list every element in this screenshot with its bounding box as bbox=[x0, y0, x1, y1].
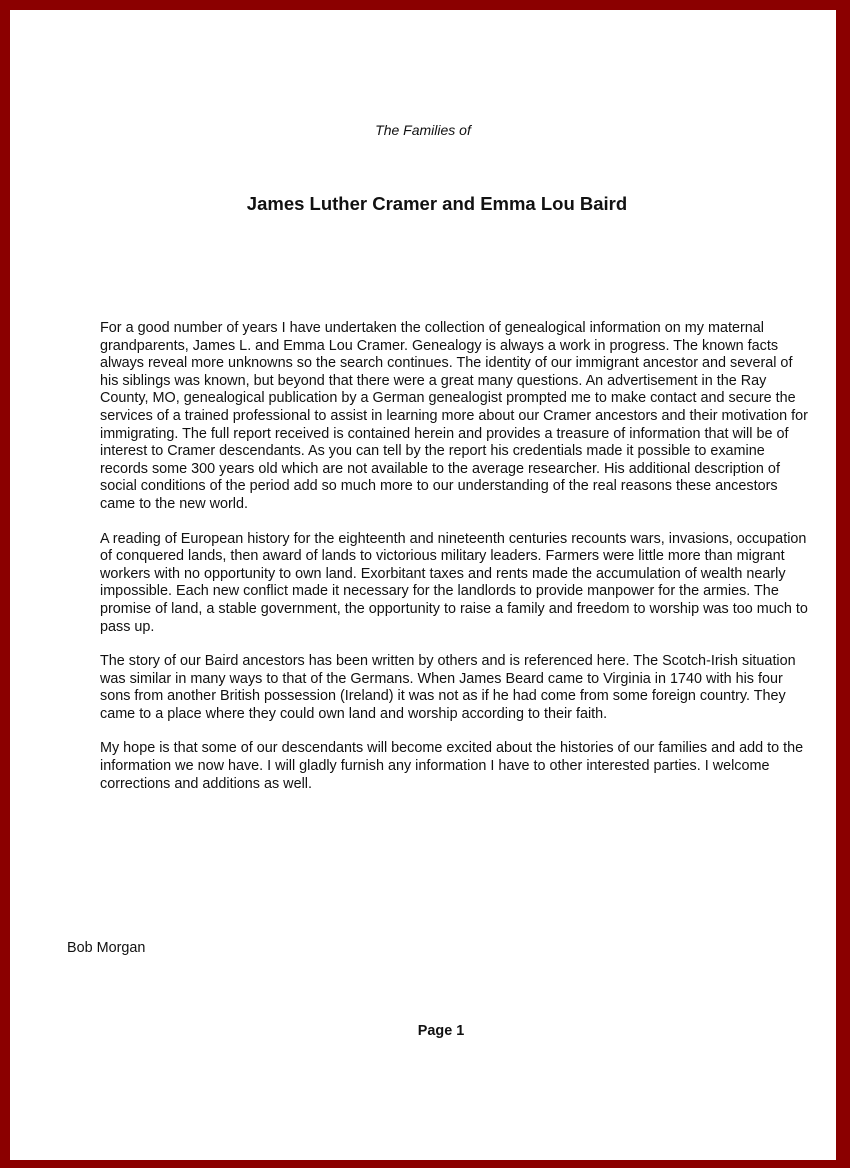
page-number: Page 1 bbox=[417, 1023, 465, 1039]
paragraph: The story of our Baird ancestors has been written by others and is referenced here. The Scotch-Irish situation was similar in many ways to that of the Germans. When James Beard came to Virginia in 1740 with his four sons from another British possession (Ireland) it was not as if he had come from some foreign country. They came to a place where they could own land and worship according to their faith. bbox=[100, 653, 796, 722]
document-page bbox=[10, 10, 836, 1160]
paragraph: For a good number of years I have undertaken the collection of genealogical information on my maternal grandparents, James L. and Emma Lou Cramer. Genealogy is always a work in progress. The known facts always reveal more unknowns so the search continues. The identity of our immigrant ancestor and several of his siblings was known, but beyond that there were a great many questions. An advertisement in the Ray County, MO, genealogical publication by a German genealogist prompted me to make contact and secure the services of a trained professional to assist in learning more about our Cramer ancestors and their motivation for immigrating. The full report received is contained herein and provides a treasure of information that will be of interest to Cramer descendants. As you can tell by the report his credentials made it possible to examine records some 300 years old which are not available to the average researcher. His additional description of social conditions of the period add so much more to our understanding of the real reasons these ancestors came to the new world. bbox=[100, 320, 808, 512]
paragraph: My hope is that some of our descendants will become excited about the histories of our families and add to the information we now have. I will gladly furnish any information I have to other interested parties. I welcome corrections and additions as well. bbox=[100, 740, 804, 792]
paragraph: A reading of European history for the eighteenth and nineteenth centuries recounts wars, invasions, occupation of conquered lands, then award of lands to victorious military leaders. Farmers were little more than migrant workers with no opportunity to own land. Exorbitant taxes and rents made the accumulation of wealth nearly impossible. Each new conflict made it necessary for the landlords to provide manpower for the armies. The promise of land, a stable government, the opportunity to raise a family and freedom to worship was too much to pass up. bbox=[100, 530, 808, 635]
body-text bbox=[100, 320, 812, 810]
intro-line: The Families of bbox=[375, 122, 471, 138]
document-title: James Luther Cramer and Emma Lou Baird bbox=[246, 193, 628, 214]
author-signature: Bob Morgan bbox=[67, 940, 146, 956]
